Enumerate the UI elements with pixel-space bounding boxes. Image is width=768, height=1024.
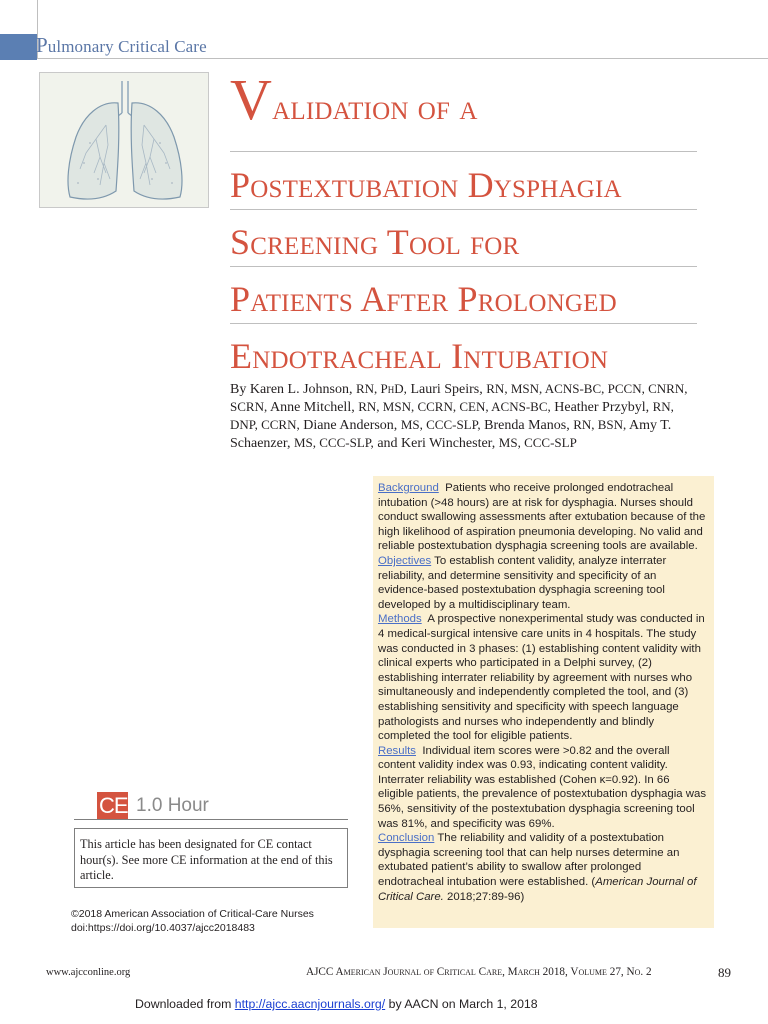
abstract-objectives: Objectives To establish content validity, analyze interrater reliability, and determine sensitivity and specificity of an evidence-based postextubation dysphagia screening tool developed by a multidisciplinary team.: [378, 554, 667, 611]
methods-label[interactable]: Methods: [378, 613, 422, 626]
page-number: 89: [718, 965, 731, 980]
author-name: Keri Winchester,: [401, 436, 496, 451]
ce-hours: 1.0 Hour: [136, 795, 209, 816]
section-title: Pulmonary Critical Care: [36, 33, 207, 57]
section-divider-horizontal: [37, 58, 768, 59]
author-name: Karen L. Johnson,: [249, 382, 353, 397]
article-title-line-4: Patients After Prolonged: [230, 279, 617, 319]
author-list: By Karen L. Johnson, RN, PhD, Lauri Speirs, RN, MSN, ACNS-BC, PCCN, CNRN, SCRN, Anne Mitchell, RN, MSN, CCRN, CEN, ACNS-BC, Heather Przybyl, RN, DNP, CCRN, Diane Anderson, MS, CCC-SLP, Brenda Manos, RN, BSN, Amy T. Schaenzer, MS, CCC-SLP, and Keri Winchester, MS, CCC-SLP: [230, 381, 688, 451]
abstract-background: Background Patients who receive prolonged endotracheal intubation (>48 hours) are at risk for dysphagia. Nurses should conduct swallowing assessments after extubation because of the high likelihood of aspiration pneumonia developing. No valid and reliable postextubation dysphagia screening tools are available.: [378, 482, 706, 553]
author-name: Brenda Manos,: [484, 418, 570, 433]
author-name: Diane Anderson,: [303, 418, 398, 433]
author-name: Anne Mitchell,: [269, 400, 355, 415]
title-rule: [230, 151, 697, 152]
citation-journal: American Journal of Critical Care.: [378, 876, 697, 903]
title-rule: [230, 209, 697, 210]
objectives-label[interactable]: Objectives: [378, 554, 432, 567]
author-name: Lauri Speirs,: [410, 382, 483, 397]
copyright-line: ©2018 American Association of Critical-Care Nurses: [71, 908, 314, 920]
ce-badge-label: CE: [99, 793, 128, 818]
download-notice: Downloaded from http://ajcc.aacnjournals.org/ by AACN on March 1, 2018: [135, 997, 538, 1011]
lungs-icon: [40, 73, 208, 207]
section-color-bar: [0, 34, 37, 60]
title-dropcap: V: [230, 67, 273, 132]
author-credentials: MS, CCC-SLP,: [400, 417, 481, 432]
author-credentials: RN, MSN, ACNS-BC, PCCN, CNRN, SCRN,: [230, 381, 688, 414]
conclusion-label[interactable]: Conclusion: [378, 832, 435, 845]
author-credentials: RN, BSN,: [573, 417, 627, 432]
results-label[interactable]: Results: [378, 744, 416, 757]
footer-url[interactable]: www.ajcconline.org: [46, 967, 131, 978]
title-rule: [230, 323, 697, 324]
lung-illustration: [39, 72, 209, 208]
background-label[interactable]: Background: [378, 482, 439, 494]
title-rule: [230, 266, 697, 267]
article-title-line-1: Validation of a: [230, 67, 478, 132]
author-name: Heather Przybyl,: [554, 400, 650, 415]
download-link[interactable]: http://ajcc.aacnjournals.org/: [234, 997, 386, 1011]
abstract-results: Results Individual item scores were >0.82 and the overall content validity index was 0.93, indicating content validity. Interrater reliability was established (Cohen κ=0.92). In 66 eligible patients, the prevalence of postextubation dysphagia was 56%, sensitivity of the postextubation dysphagia screening tool was 81%, and specificity was 69%.: [378, 744, 707, 830]
author-credentials: RN, PhD,: [356, 381, 407, 396]
doi-line: doi:https://doi.org/10.4037/ajcc2018483: [71, 922, 255, 934]
author-name: Amy T. Schaenzer,: [230, 418, 672, 451]
article-title-line-3: Screening Tool for: [230, 222, 520, 262]
author-credentials: MS, CCC-SLP,: [293, 435, 374, 450]
copyright-block: [71, 907, 314, 935]
ce-note-box: This article has been designated for CE contact hour(s). See more CE information at the end of this article.: [74, 828, 348, 888]
author-credentials: RN, MSN, CCRN, CEN, ACNS-BC,: [358, 399, 551, 414]
abstract-box: [373, 476, 714, 928]
author-credentials: MS, CCC-SLP: [498, 435, 577, 450]
abstract-methods: Methods A prospective nonexperimental study was conducted in 4 medical-surgical intensive care units in 4 hospitals. The study was conducted in 3 phases: (1) establishing content validity with clinical experts who participated in a Delphi survey, (2) establishing interrater reliability by agreement with nurses who simultaneously and independently completed the tool, and (3) establishing sensitivity and specificity with speech language pathologists and nurses who independently and blindly completed the tool for eligible patients.: [378, 613, 705, 743]
article-title-line-5: Endotracheal Intubation: [230, 336, 609, 376]
author-credentials: RN, DNP, CCRN,: [230, 399, 674, 432]
ce-divider: [74, 819, 348, 820]
footer-journal: AJCC American Journal of Critical Care, March 2018, Volume 27, No. 2: [306, 966, 652, 978]
abstract-conclusion: Conclusion The reliability and validity of a postextubation dysphagia screening tool that can help nurses determine an extubated patient’s ability to swallow after prolonged endotracheal intubation were established. (American Journal of Critical Care. 2018;27:89-96): [378, 832, 697, 903]
article-title-line-2: Postextubation Dysphagia: [230, 165, 622, 205]
